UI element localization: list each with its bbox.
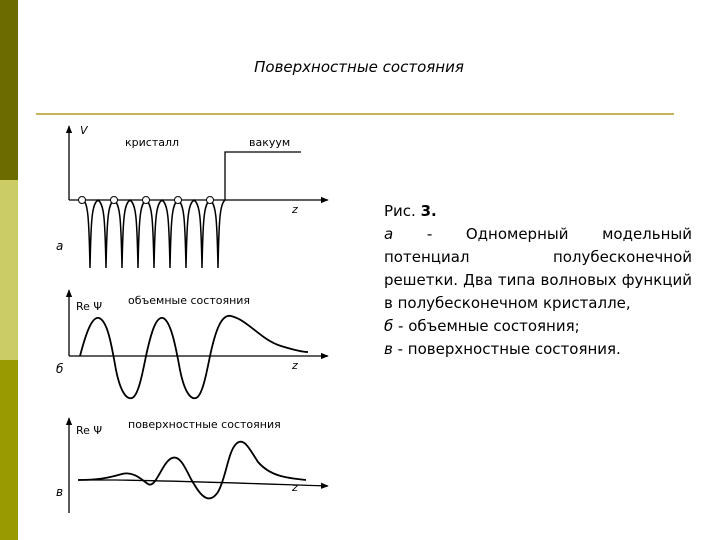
panel-b-letter: б <box>56 362 64 376</box>
panel-c-z-label: z <box>292 481 298 494</box>
atom-site <box>79 197 86 204</box>
atom-site <box>175 197 182 204</box>
caption-item-c-text: - поверхностные состояния. <box>392 340 621 358</box>
figure-svg <box>36 118 336 528</box>
panel-a-letter: а <box>56 239 64 253</box>
atom-site <box>207 197 214 204</box>
atom-site <box>143 197 150 204</box>
panel-a-crystal-label: кристалл <box>125 136 180 149</box>
caption-fig-prefix: Рис. <box>384 202 421 220</box>
panel-c-y-label: Re Ψ <box>76 424 103 437</box>
caption-item-a-letter: а <box>384 225 394 243</box>
panel-a-v-label: V <box>80 124 88 137</box>
sidebar-block-top <box>0 0 18 180</box>
panel-c <box>56 418 328 513</box>
slide-title: Поверхностные состояния <box>254 58 464 76</box>
panel-a-vacuum-label: вакуум <box>249 136 291 149</box>
panel-c-baseline <box>78 480 328 486</box>
panel-a-vacuum-step <box>225 152 301 200</box>
caption-item-a <box>384 223 692 315</box>
panel-c-letter: в <box>56 485 64 499</box>
figure-caption <box>384 200 692 361</box>
panel-c-wavefunction <box>78 442 306 499</box>
panel-c-heading: поверхностные состояния <box>128 418 281 431</box>
caption-item-b-text: - объемные состояния; <box>393 317 580 335</box>
title-divider <box>36 113 674 115</box>
caption-item-c <box>384 338 692 361</box>
sidebar-block-bottom <box>0 360 18 540</box>
caption-item-b <box>384 315 692 338</box>
sidebar-block-middle <box>0 180 18 360</box>
caption-item-a-text: - Одномерный модельный потенциал полубесконечной решетки. Два типа волновых функций в полубесконечном кристалле, <box>384 225 692 312</box>
atom-site <box>111 197 118 204</box>
panel-a-z-label: z <box>292 203 298 216</box>
panel-b-y-label: Re Ψ <box>76 300 103 313</box>
panel-b-z-label: z <box>292 359 298 372</box>
caption-item-c-letter: в <box>384 340 393 358</box>
panel-b-wavefunction <box>80 316 308 398</box>
panel-b <box>56 290 328 398</box>
panel-a-potential-wells <box>82 200 225 268</box>
caption-heading <box>384 200 692 223</box>
panel-b-heading: объемные состояния <box>128 294 251 307</box>
caption-fig-number: 3. <box>420 202 437 220</box>
figure-3 <box>36 118 336 528</box>
panel-a <box>56 124 328 268</box>
caption-item-b-letter: б <box>384 317 394 335</box>
